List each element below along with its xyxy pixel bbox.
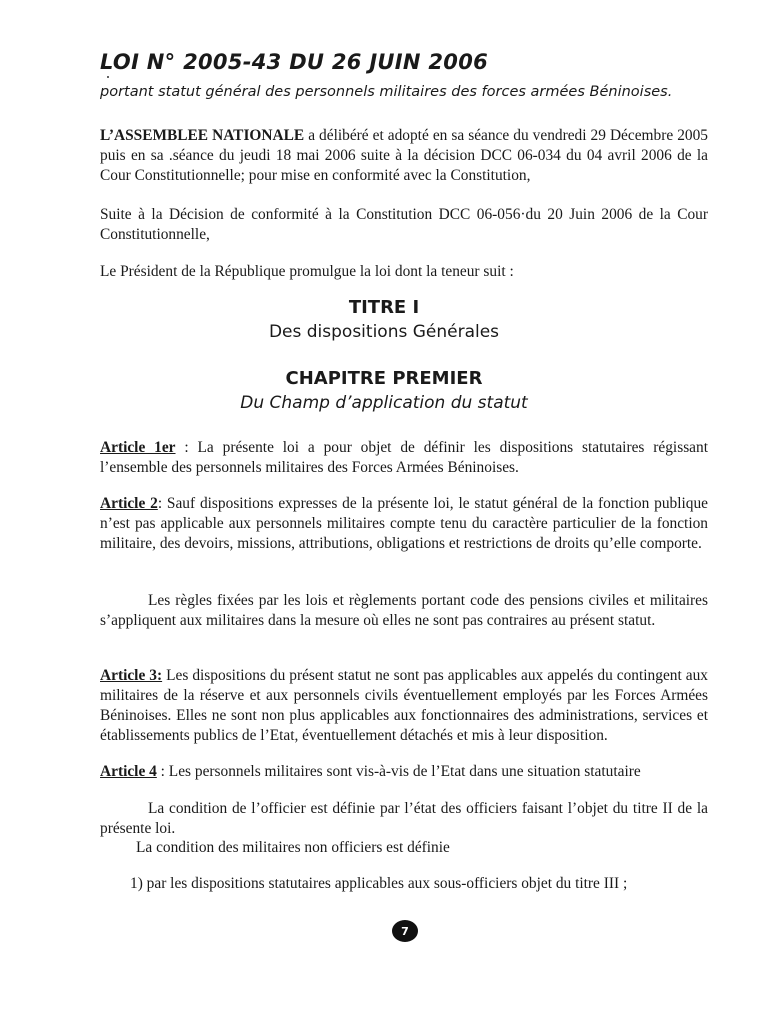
- article-1-label: Article 1er: [100, 439, 176, 456]
- article-4-paragraph-3: La condition des militaires non officiers est définie: [136, 839, 450, 856]
- assembly-name: L’ASSEMBLEE NATIONALE: [100, 127, 305, 144]
- chapitre-label: CHAPITRE PREMIER: [285, 368, 483, 389]
- article-1-text: : La présente loi a pour objet de définir les dispositions statutaires régissant l’ensemble des personnels militaires des Forces Armées Béninoises.: [100, 439, 708, 476]
- article-4-paragraph-2: La condition de l’officier est définie par l’état des officiers faisant l’objet du titre II de la présente loi.: [100, 800, 708, 837]
- article-2-label: Article 2: [100, 495, 158, 512]
- article-2-text: : Sauf dispositions expresses de la présente loi, le statut général de la fonction publique n’est pas applicable aux personnels militaires compte tenu du caractère particulier de la fonction militaire, des devoirs, missions, attributions, obligations et restrictions de droits qu’elle comporte.: [100, 495, 708, 552]
- page-number: 7: [401, 924, 409, 938]
- article-2-paragraph-2: Les règles fixées par les lois et règlements portant code des pensions civiles et militaires s’appliquent aux militaires dans la mesure où elles ne sont pas contraires au présent statut.: [100, 592, 708, 629]
- preamble-paragraph-1: [100, 126, 708, 186]
- preamble-paragraph-1-text: a délibéré et adopté en sa séance du vendredi 29 Décembre 2005 puis en sa .séance du jeudi 18 mai 2006 suite à la décision DCC 06-034 du 04 avril 2006 de la Cour Constitutionnelle; pour mise en conformité avec la Constitution,: [100, 127, 708, 184]
- chapitre-name: Du Champ d’application du statut: [240, 393, 528, 413]
- law-subtitle: portant statut général des personnels militaires des forces armées Béninoises.: [100, 84, 673, 100]
- article-4-text: : Les personnels militaires sont vis-à-vis de l’Etat dans une situation statutaire: [156, 763, 641, 780]
- preamble-paragraph-3: Le Président de la République promulgue la loi dont la teneur suit :: [100, 263, 514, 280]
- scan-speck: [107, 76, 109, 78]
- article-3: [100, 666, 708, 746]
- law-title: LOI N° 2005-43 DU 26 JUIN 2006: [100, 50, 489, 74]
- page-number-badge: [392, 920, 418, 942]
- article-2: [100, 494, 708, 554]
- titre-label: TITRE I: [348, 297, 420, 318]
- list-item-1: 1) par les dispositions statutaires applicables aux sous-officiers objet du titre III ;: [130, 875, 628, 892]
- article-4-label: Article 4: [100, 763, 157, 780]
- article-3-label: Article 3:: [100, 667, 163, 684]
- preamble-paragraph-2: Suite à la Décision de conformité à la Constitution DCC 06-056·du 20 Juin 2006 de la Cour Constitutionnelle,: [100, 206, 708, 243]
- article-1: [100, 438, 708, 478]
- article-3-text: Les dispositions du présent statut ne sont pas applicables aux appelés du contingent aux militaires de la réserve et aux personnels civils éventuellement employés par les Forces Armées Béninoises. Elles ne sont non plus applicables aux fonctionnaires des administrations, services et établissements publics de l’Etat, éventuellement détachés et mis à leur disposition.: [100, 667, 708, 744]
- article-4: [100, 762, 708, 782]
- titre-name: Des dispositions Générales: [268, 322, 500, 342]
